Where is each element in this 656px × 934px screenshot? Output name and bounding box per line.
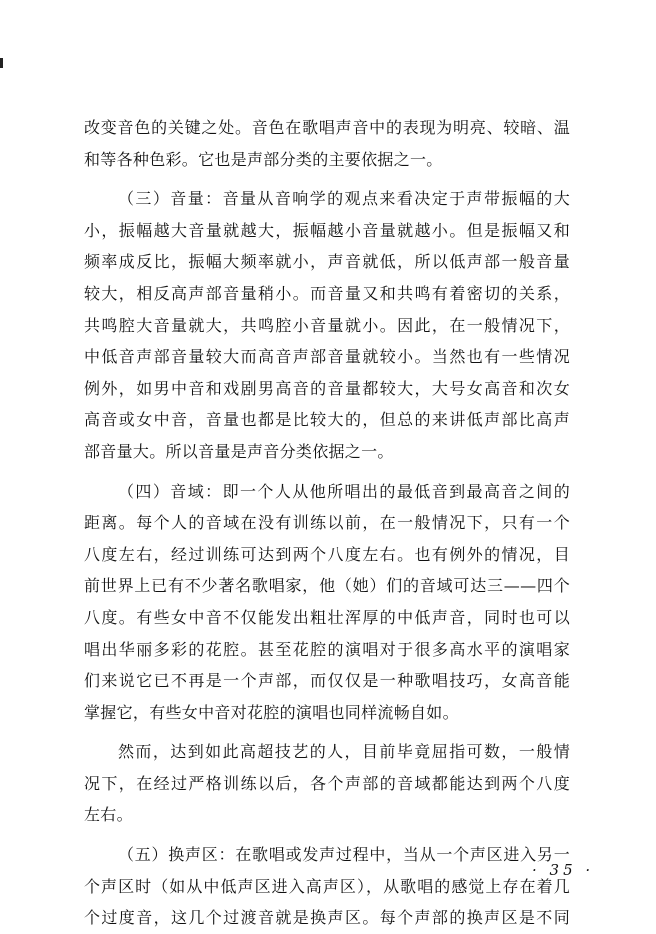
text-line: （三）音量：音量从音响学的观点来看决定于声带振幅的大 bbox=[118, 189, 570, 209]
text-line: 中低音声部音量较大而高音声部音量就较小。当然也有一些情况 bbox=[84, 347, 570, 367]
text-line: 高音或女中音，音量也都是比较大的，但总的来讲低声部比高声 bbox=[84, 410, 570, 430]
text-line: 共鸣腔大音量就大，共鸣腔小音量就小。因此，在一般情况下， bbox=[84, 315, 570, 335]
text-line: 然而，达到如此高超技艺的人，目前毕竟屈指可数，一般情 bbox=[118, 742, 570, 762]
text-line: 个过度音，这几个过渡音就是换声区。每个声部的换声区是不同 bbox=[84, 908, 570, 928]
text-line: 八度左右，经过训练可达到两个八度左右。也有例外的情况，目 bbox=[84, 544, 570, 564]
page-number: · 35 · bbox=[532, 861, 595, 879]
text-line: 况下，在经过严格训练以后，各个声部的音域都能达到两个八度 bbox=[84, 773, 570, 793]
text-line: 距离。每个人的音域在没有训练以前，在一般情况下，只有一个 bbox=[84, 513, 570, 533]
text-line: 频率成反比，振幅大频率就小，声音就低，所以低声部一般音量 bbox=[84, 252, 570, 272]
text-line: （五）换声区：在歌唱或发声过程中，当从一个声区进入另一 bbox=[118, 845, 570, 865]
text-line: 部音量大。所以音量是声音分类依据之一。 bbox=[84, 441, 394, 461]
text-line: 前世界上已有不少著名歌唱家，他（她）们的音域可达三——四个 bbox=[84, 576, 570, 596]
text-line: 和等各种色彩。它也是声部分类的主要依据之一。 bbox=[84, 149, 443, 169]
text-line: 例外，如男中音和戏剧男高音的音量都较大，大号女高音和次女 bbox=[84, 378, 570, 398]
text-line: 较大，相反高声部音量稍小。而音量又和共鸣有着密切的关系， bbox=[84, 283, 570, 303]
text-line: 们来说它已不再是一个声部，而仅仅是一种歌唱技巧，女高音能 bbox=[84, 671, 570, 691]
text-line: 唱出华丽多彩的花腔。甚至花腔的演唱对于很多高水平的演唱家 bbox=[84, 639, 570, 659]
scan-edge-mark bbox=[0, 58, 3, 68]
text-line: （四）音域：即一个人从他所唱出的最低音到最高音之间的 bbox=[118, 481, 570, 501]
text-line: 小，振幅越大音量就越大，振幅越小音量就越小。但是振幅又和 bbox=[84, 220, 570, 240]
body-text bbox=[84, 112, 570, 934]
text-line: 左右。 bbox=[84, 805, 133, 825]
text-line: 改变音色的关键之处。音色在歌唱声音中的表现为明亮、较暗、温 bbox=[84, 118, 570, 137]
text-line: 掌握它，有些女中音对花腔的演唱也同样流畅自如。 bbox=[84, 702, 459, 722]
text-line: 个声区时（如从中低声区进入高声区），从歌唱的感觉上存在着几 bbox=[84, 876, 570, 896]
text-line: 八度。有些女中音不仅能发出粗壮浑厚的中低声音，同时也可以 bbox=[84, 607, 570, 627]
